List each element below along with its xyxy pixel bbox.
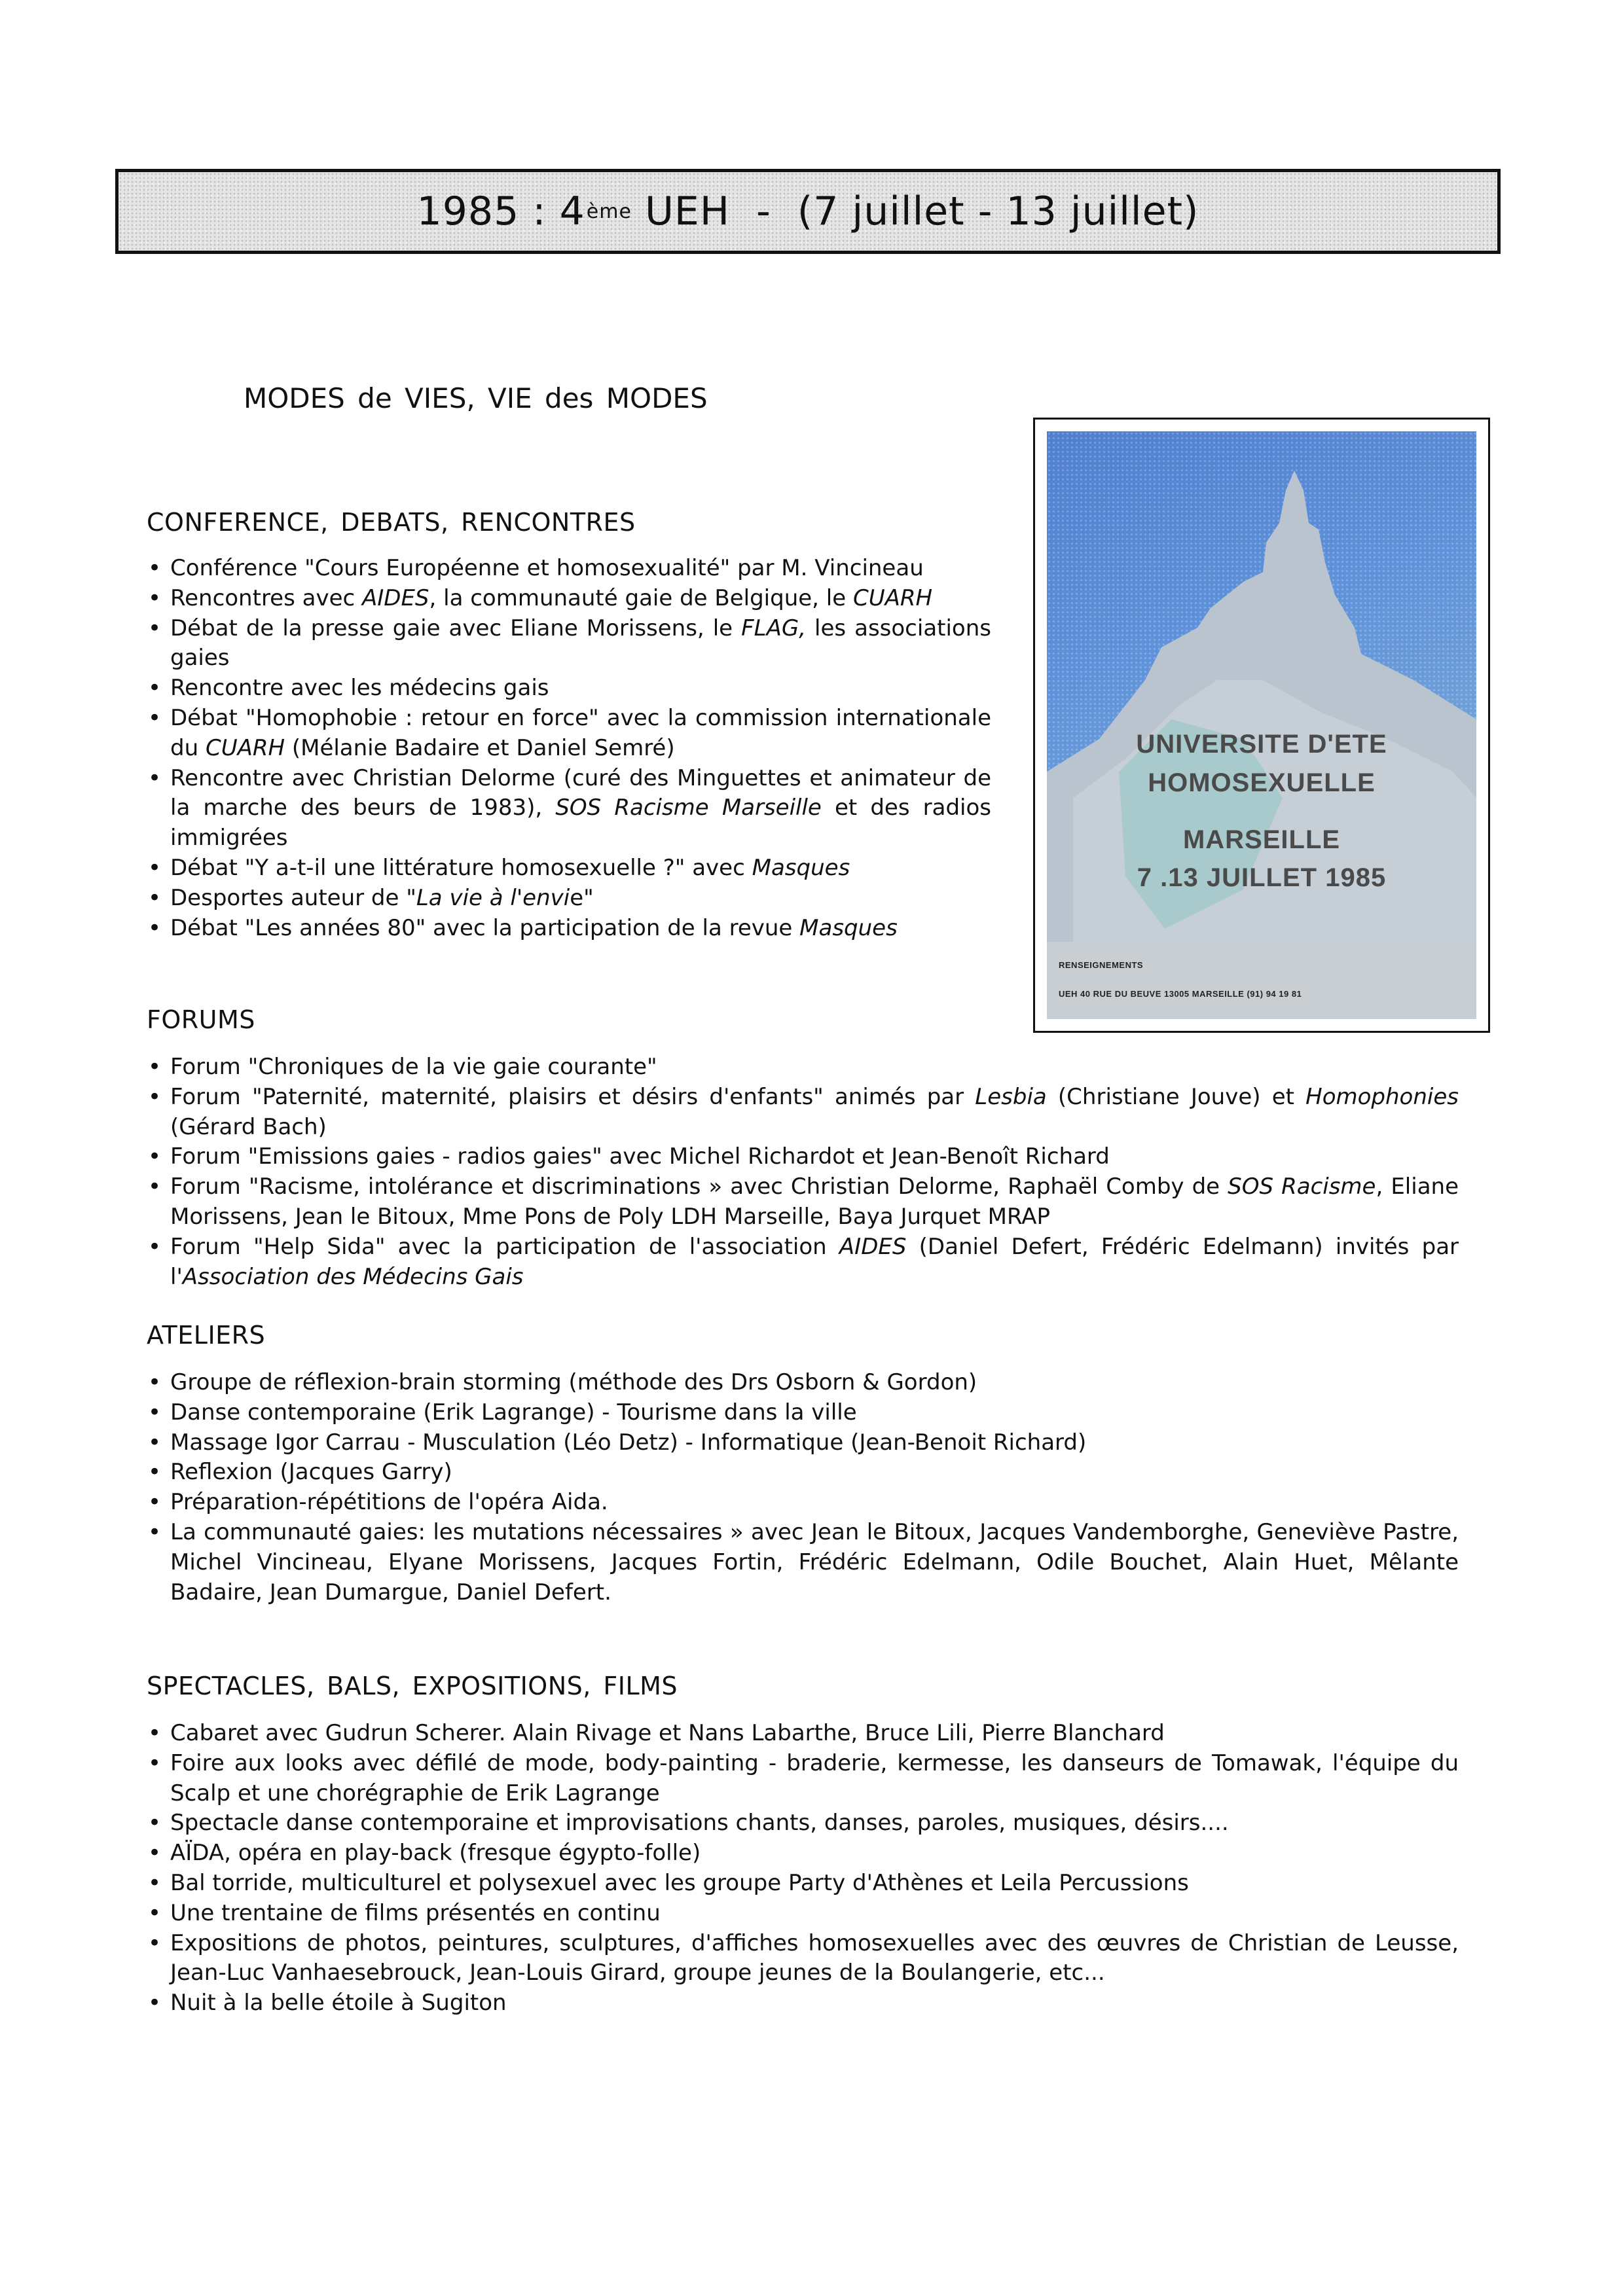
item-italic-text: Masques xyxy=(752,854,850,881)
list-item xyxy=(147,614,991,674)
item-text: , la communauté gaie de Belgique, le xyxy=(429,584,853,611)
item-text: Débat de la presse gaie avec Eliane Morissens, le xyxy=(170,615,742,641)
item-text: Bal torride, multiculturel et polysexuel avec les groupe Party d'Athènes et Leila Percussions xyxy=(170,1869,1189,1896)
list-item xyxy=(147,914,991,944)
item-text: La communauté gaies: les mutations nécessaires » avec Jean le Bitoux, Jacques Vandemborghe, Geneviève Pastre, Michel Vincineau, Elyane Morissens, Jacques Fortin, Frédéric Edelmann, Odile Bouchet, Alain Huet, Mêlante Badaire, Jean Dumargue, Daniel Defert. xyxy=(170,1518,1459,1605)
list-item xyxy=(147,673,991,704)
item-italic-text: CUARH xyxy=(205,734,285,761)
item-text: (Daniel Defert, Frédéric Edelmann) invités par l' xyxy=(170,1233,1459,1290)
poster-silhouette xyxy=(1047,431,1476,1019)
item-text: Foire aux looks avec défilé de mode, body-painting - braderie, kermesse, les danseurs de Tomawak, l'équipe du Scalp et une chorégraphie de Erik Lagrange xyxy=(170,1749,1459,1806)
item-text: Cabaret avec Gudrun Scherer. Alain Rivage et Nans Labarthe, Bruce Lili, Pierre Blanchard xyxy=(170,1720,1165,1746)
item-text: (Gérard Bach) xyxy=(170,1113,327,1140)
item-text: les associations gaies xyxy=(170,615,991,672)
list-item xyxy=(147,1988,1459,2018)
item-italic-text: La vie à l'envi xyxy=(416,884,570,911)
list-item xyxy=(147,1839,1459,1869)
item-text: Forum "Emissions gaies - radios gaies" avec Michel Richardot et Jean-Benoît Richard xyxy=(170,1143,1110,1170)
section-heading-ateliers: ATELIERS xyxy=(147,1321,266,1350)
item-text: Desportes auteur de " xyxy=(170,884,416,911)
poster-line-3: MARSEILLE xyxy=(1182,825,1341,854)
list-item xyxy=(147,1428,1459,1458)
poster-line-4: 7 .13 JUILLET 1985 xyxy=(1137,863,1387,892)
item-italic-text: Association des Médecins Gais xyxy=(182,1263,524,1290)
list-ateliers xyxy=(147,1368,1459,1607)
item-text: Danse contemporaine (Erik Lagrange) - Tourisme dans la ville xyxy=(170,1399,857,1426)
list-item xyxy=(147,884,991,914)
list-item xyxy=(147,584,991,614)
poster-image xyxy=(1047,431,1476,1019)
item-text: Débat "Les années 80" avec la participation de la revue xyxy=(170,914,800,941)
poster-small-2: UEH 40 RUE DU BEUVE 13005 MARSEILLE (91) 94 19 81 xyxy=(1059,989,1302,999)
title-superscript: ème xyxy=(586,200,632,223)
section-heading-forums: FORUMS xyxy=(147,1005,255,1034)
list-item xyxy=(147,1172,1459,1232)
item-text: , Eliane Morissens, Jean le Bitoux, Mme Pons de Poly LDH Marseille, Baya Jurquet MRAP xyxy=(170,1174,1459,1230)
list-item xyxy=(147,1142,1459,1172)
item-text: Rencontre avec les médecins gais xyxy=(170,675,549,702)
poster-small-1: RENSEIGNEMENTS xyxy=(1059,960,1144,970)
item-text: Nuit à la belle étoile à Sugiton xyxy=(170,1990,507,2017)
item-text: e" xyxy=(570,884,594,911)
item-italic-text: AIDES xyxy=(839,1233,907,1260)
item-italic-text: AIDES xyxy=(361,584,429,611)
event-poster xyxy=(1033,418,1490,1033)
subtitle: MODES de VIES, VIE des MODES xyxy=(244,382,708,414)
item-text: Rencontres avec xyxy=(170,584,362,611)
title-rest: UEH - (7 juillet - 13 juillet) xyxy=(631,188,1199,234)
item-text: (Christiane Jouve) et xyxy=(1046,1083,1306,1110)
item-italic-text: Homophonies xyxy=(1305,1083,1459,1110)
section-heading-conferences: CONFERENCE, DEBATS, RENCONTRES xyxy=(147,508,636,537)
item-text: Forum "Racisme, intolérance et discriminations » avec Christian Delorme, Raphaël Comby de xyxy=(170,1174,1228,1200)
list-item xyxy=(147,1869,1459,1899)
page-title xyxy=(115,169,1501,254)
list-conferences xyxy=(147,554,991,943)
list-item xyxy=(147,1052,1459,1083)
section-heading-spectacles: SPECTACLES, BALS, EXPOSITIONS, FILMS xyxy=(147,1672,678,1700)
item-text: AÏDA, opéra en play-back (fresque égypto-folle) xyxy=(170,1840,701,1867)
item-text: Préparation-répétitions de l'opéra Aida. xyxy=(170,1489,608,1516)
item-text: et des radios immigrées xyxy=(170,795,991,852)
item-text: Forum "Chroniques de la vie gaie courante" xyxy=(170,1054,657,1080)
item-text: Expositions de photos, peintures, sculptures, d'affiches homosexuelles avec des œuvres de Christian de Leusse, Jean-Luc Vanhaesebrouck, Jean-Louis Girard, groupe jeunes de la Boulangerie, etc... xyxy=(170,1929,1459,1986)
list-item xyxy=(147,1719,1459,1749)
list-item xyxy=(147,554,991,584)
item-text: Forum "Paternité, maternité, plaisirs et désirs d'enfants" animés par xyxy=(170,1083,976,1110)
item-text: Reflexion (Jacques Garry) xyxy=(170,1459,452,1486)
list-item xyxy=(147,1808,1459,1839)
item-text: Débat "Y a-t-il une littérature homosexuelle ?" avec xyxy=(170,854,752,881)
item-italic-text: CUARH xyxy=(852,584,933,611)
title-prefix: 1985 : 4 xyxy=(416,188,585,234)
list-item xyxy=(147,1398,1459,1428)
list-item xyxy=(147,1488,1459,1518)
item-text: Une trentaine de films présentés en continu xyxy=(170,1899,661,1926)
list-item xyxy=(147,1929,1459,1989)
item-text: (Mélanie Badaire et Daniel Semré) xyxy=(285,734,675,761)
list-forums xyxy=(147,1052,1459,1292)
list-item xyxy=(147,853,991,884)
list-item xyxy=(147,704,991,764)
item-italic-text: SOS Racisme xyxy=(1228,1174,1376,1200)
item-text: Conférence "Cours Européenne et homosexualité" par M. Vincineau xyxy=(170,555,924,581)
poster-line-2: HOMOSEXUELLE xyxy=(1148,768,1376,797)
list-item xyxy=(147,1518,1459,1607)
item-text: Débat "Homophobie : retour en force" avec la commission internationale du xyxy=(170,704,991,761)
item-text: Massage Igor Carrau - Musculation (Léo Detz) - Informatique (Jean-Benoit Richard) xyxy=(170,1429,1087,1456)
list-item xyxy=(147,1749,1459,1809)
list-item xyxy=(147,764,991,853)
item-italic-text: Masques xyxy=(799,914,898,941)
item-italic-text: SOS Racisme Marseille xyxy=(555,795,822,821)
poster-line-1: UNIVERSITE D'ETE xyxy=(1136,730,1387,759)
item-text: Groupe de réflexion-brain storming (méthode des Drs Osborn & Gordon) xyxy=(170,1369,977,1395)
list-spectacles xyxy=(147,1719,1459,2018)
list-item xyxy=(147,1083,1459,1143)
list-item xyxy=(147,1368,1459,1398)
item-text: Forum "Help Sida" avec la participation de l'association xyxy=(170,1233,839,1260)
list-item xyxy=(147,1899,1459,1929)
item-text: Rencontre avec Christian Delorme (curé des Minguettes et animateur de la marche des beurs de 1983), xyxy=(170,764,991,821)
item-text: Spectacle danse contemporaine et improvisations chants, danses, paroles, musiques, désirs.... xyxy=(170,1810,1229,1837)
item-italic-text: Lesbia xyxy=(975,1083,1047,1110)
item-italic-text: FLAG, xyxy=(741,615,807,641)
list-item xyxy=(147,1458,1459,1488)
list-item xyxy=(147,1232,1459,1293)
